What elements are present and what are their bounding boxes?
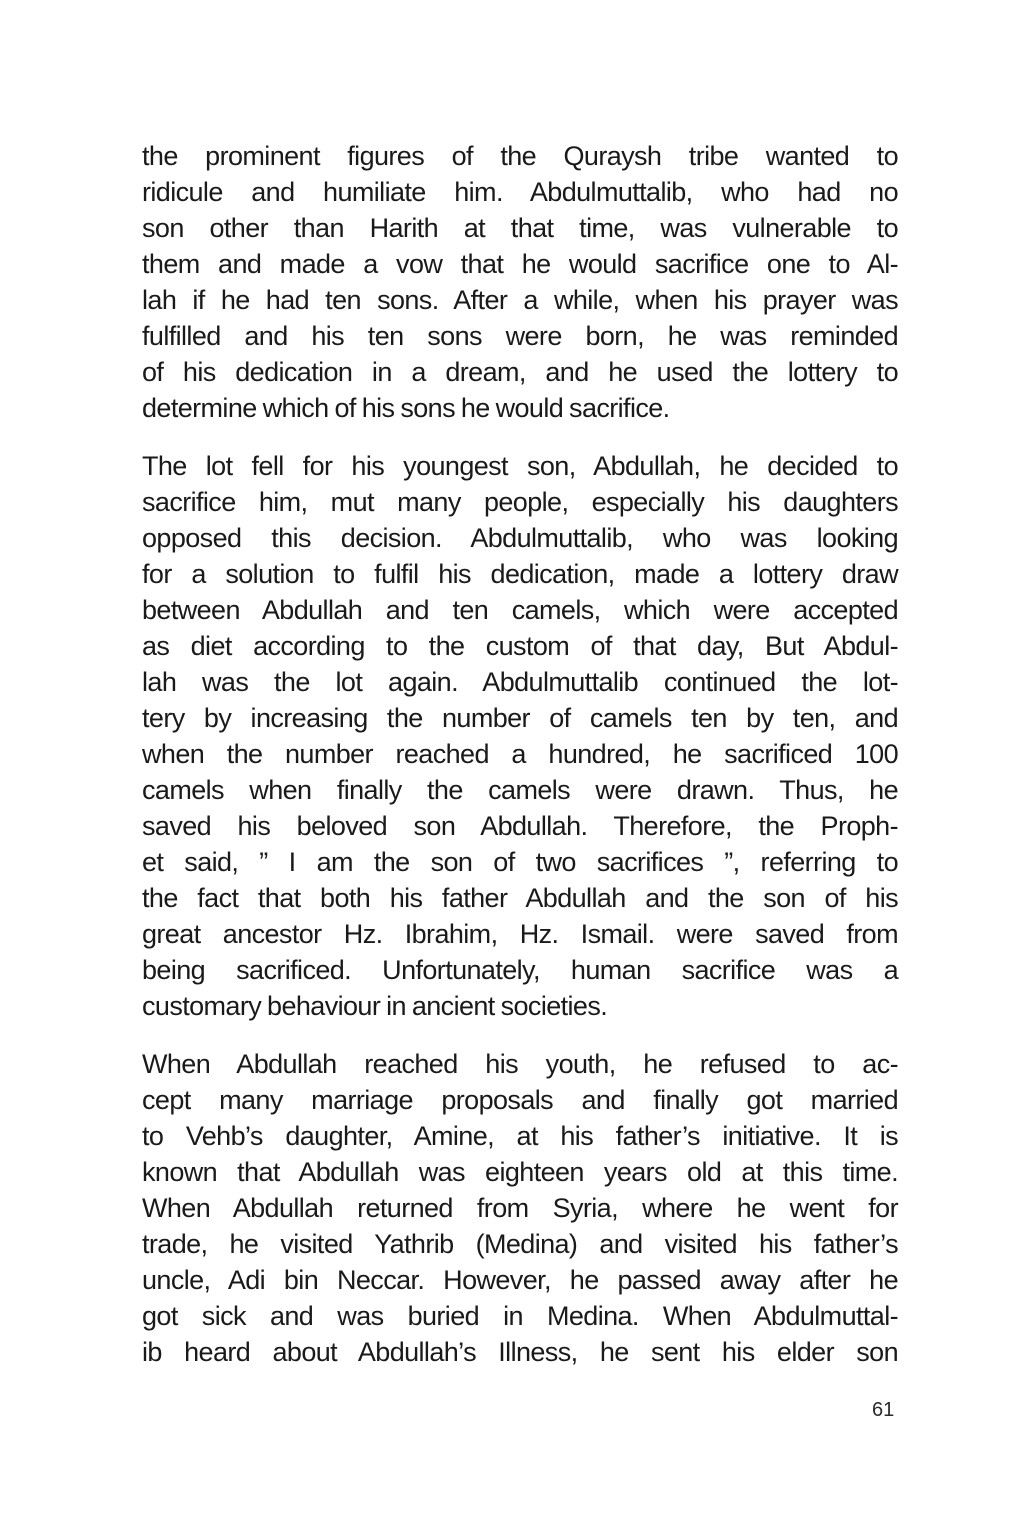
text-line: The lot fell for his youngest son, Abdullah, he decided to xyxy=(142,451,898,481)
text-line: ib heard about Abdullah’s Illness, he sent his elder son xyxy=(142,1337,898,1367)
text-line: being sacrificed. Unfortunately, human sacrifice was a xyxy=(142,955,898,985)
text-line: et said, ” I am the son of two sacrifices ”, referring to xyxy=(142,847,898,877)
page-number: 61 xyxy=(872,1399,895,1421)
text-line: cept many marriage proposals and finally got married xyxy=(142,1085,898,1115)
text-line: uncle, Adi bin Neccar. However, he passed away after he xyxy=(142,1265,898,1295)
paragraph-1 xyxy=(142,138,898,426)
text-line: When Abdullah returned from Syria, where he went for xyxy=(142,1193,898,1223)
text-line: known that Abdullah was eighteen years old at this time. xyxy=(142,1157,898,1187)
text-line: determine which of his sons he would sacrifice. xyxy=(142,393,670,423)
text-line: customary behaviour in ancient societies. xyxy=(142,991,608,1021)
text-line: between Abdullah and ten camels, which were accepted xyxy=(142,595,898,625)
text-line: lah was the lot again. Abdulmuttalib continued the lot- xyxy=(142,667,898,697)
page-body xyxy=(142,138,898,1392)
text-line: great ancestor Hz. Ibrahim, Hz. Ismail. were saved from xyxy=(142,919,898,949)
text-line: got sick and was buried in Medina. When Abdulmuttal- xyxy=(142,1301,898,1331)
text-line: sacrifice him, mut many people, especially his daughters xyxy=(142,487,898,517)
text-line: camels when finally the camels were drawn. Thus, he xyxy=(142,775,898,805)
text-line: opposed this decision. Abdulmuttalib, who was looking xyxy=(142,523,898,553)
text-line: ridicule and humiliate him. Abdulmuttalib, who had no xyxy=(142,177,898,207)
text-line: saved his beloved son Abdullah. Therefore, the Proph- xyxy=(142,811,898,841)
text-line: When Abdullah reached his youth, he refused to ac- xyxy=(142,1049,898,1079)
text-line: the prominent figures of the Quraysh tribe wanted to xyxy=(142,141,898,171)
text-line: as diet according to the custom of that day, But Abdul- xyxy=(142,631,898,661)
text-line: the fact that both his father Abdullah and the son of his xyxy=(142,883,898,913)
text-line: of his dedication in a dream, and he used the lottery to xyxy=(142,357,898,387)
text-line: son other than Harith at that time, was vulnerable to xyxy=(142,213,898,243)
paragraph-2 xyxy=(142,448,898,1024)
text-line: for a solution to fulfil his dedication, made a lottery draw xyxy=(142,559,898,589)
text-line: trade, he visited Yathrib (Medina) and visited his father’s xyxy=(142,1229,898,1259)
text-line: lah if he had ten sons. After a while, when his prayer was xyxy=(142,285,898,315)
text-line: to Vehb’s daughter, Amine, at his father’s initiative. It is xyxy=(142,1121,898,1151)
paragraph-3 xyxy=(142,1046,898,1370)
text-line: them and made a vow that he would sacrifice one to Al- xyxy=(142,249,898,279)
text-line: tery by increasing the number of camels ten by ten, and xyxy=(142,703,898,733)
text-line: when the number reached a hundred, he sacrificed 100 xyxy=(142,739,898,769)
text-line: fulfilled and his ten sons were born, he was reminded xyxy=(142,321,898,351)
